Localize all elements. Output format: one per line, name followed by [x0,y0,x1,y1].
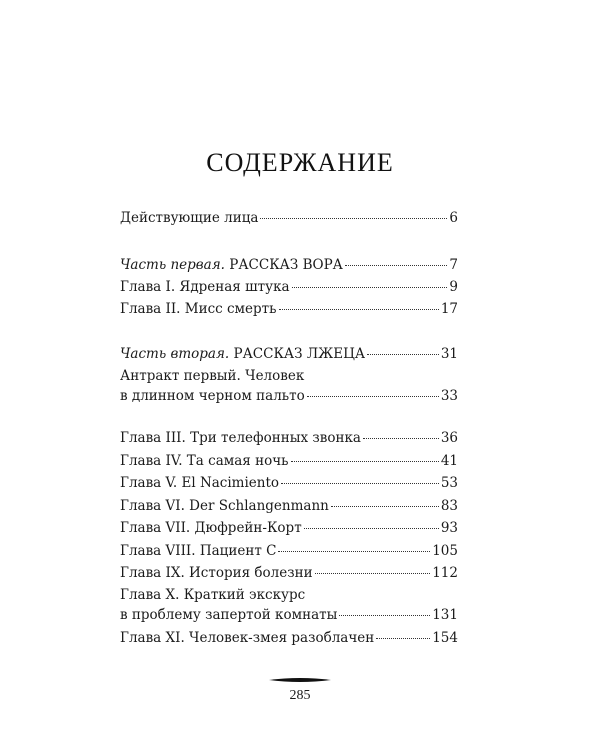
entry-page-number: 6 [449,210,458,226]
toc-entry-chapter-6[interactable] [120,498,458,515]
dot-leader [345,265,448,266]
entry-title: Глава VIII. Пациент С [120,543,277,559]
dot-leader [339,615,430,616]
entry-page-number: 9 [449,279,458,295]
toc-entry-part-two[interactable] [120,346,458,363]
page-number: 285 [289,688,311,703]
toc-entry-chapter-5[interactable] [120,475,458,492]
dot-leader [279,309,439,310]
dot-leader [376,638,430,639]
entry-title: РАССКАЗ ВОРА [229,257,343,273]
entry-title: Глава VII. Дюфрейн-Корт [120,520,302,536]
part-label: Часть вторая. [120,346,230,362]
entry-title-line2: в длинном черном пальто [120,388,305,404]
entry-title: Глава II. Мисс смерть [120,301,277,317]
dot-leader [363,438,439,439]
entry-page-number: 131 [432,607,458,623]
entry-title: Глава I. Ядреная штука [120,279,290,295]
entry-page-number: 17 [440,301,458,317]
entry-title-line2: в проблему запертой комнаты [120,607,338,623]
toc-entry-chapter-2[interactable] [120,301,458,318]
toc-entry-chapter-10[interactable] [120,587,458,624]
entry-page-number: 83 [440,498,458,514]
entry-page-number: 7 [449,257,458,273]
entry-title: РАССКАЗ ЛЖЕЦА [233,346,366,362]
entry-title: Глава III. Три телефонных звонка [120,430,361,446]
dot-leader [331,506,439,507]
toc-entry-chapter-8[interactable] [120,543,458,560]
table-of-contents [120,0,458,750]
entry-page-number: 36 [440,430,458,446]
entry-title: Глава XI. Человек-змея разоблачен [120,630,375,646]
dot-leader [367,354,439,355]
entry-title: Глава V. El Nacimiento [120,475,280,491]
toc-entry-chapter-1[interactable] [120,279,458,296]
dot-leader [278,551,430,552]
dot-leader [281,483,439,484]
dot-leader [315,573,431,574]
toc-entry-chapter-9[interactable] [120,565,458,582]
entry-page-number: 41 [440,453,458,469]
toc-entry-chapter-4[interactable] [120,453,458,470]
entry-page-number: 154 [432,630,458,646]
entry-title: Глава IV. Та самая ночь [120,453,289,469]
toc-entry-chapter-3[interactable] [120,430,458,447]
toc-entry-chapter-7[interactable] [120,520,458,537]
entry-page-number: 105 [432,543,458,559]
page-title: СОДЕРЖАНИЕ [206,148,394,177]
entry-page-number: 31 [440,346,458,362]
entry-title: Действующие лица [120,210,259,226]
entry-page-number: 53 [440,475,458,491]
dot-leader [291,461,439,462]
entry-title: Глава VI. Der Schlangenmann [120,498,329,514]
entry-page-number: 93 [440,520,458,536]
entry-page-number: 112 [432,565,458,581]
part-label: Часть первая. [120,257,225,273]
dot-leader [260,218,447,219]
entry-page-number: 33 [440,388,458,404]
toc-entry-chapter-11[interactable] [120,630,458,647]
toc-entry-part-one[interactable] [120,257,458,274]
entry-title: Глава IX. История болезни [120,565,313,581]
dot-leader [307,396,439,397]
entry-title-line1: Глава X. Краткий экскурс [120,587,306,603]
toc-entry-characters[interactable] [120,210,458,227]
dot-leader [304,528,439,529]
dot-leader [292,287,448,288]
ornament-divider-icon [269,676,331,684]
entry-title-line1: Антракт первый. Человек [120,368,305,384]
toc-entry-intermission[interactable] [120,368,458,405]
